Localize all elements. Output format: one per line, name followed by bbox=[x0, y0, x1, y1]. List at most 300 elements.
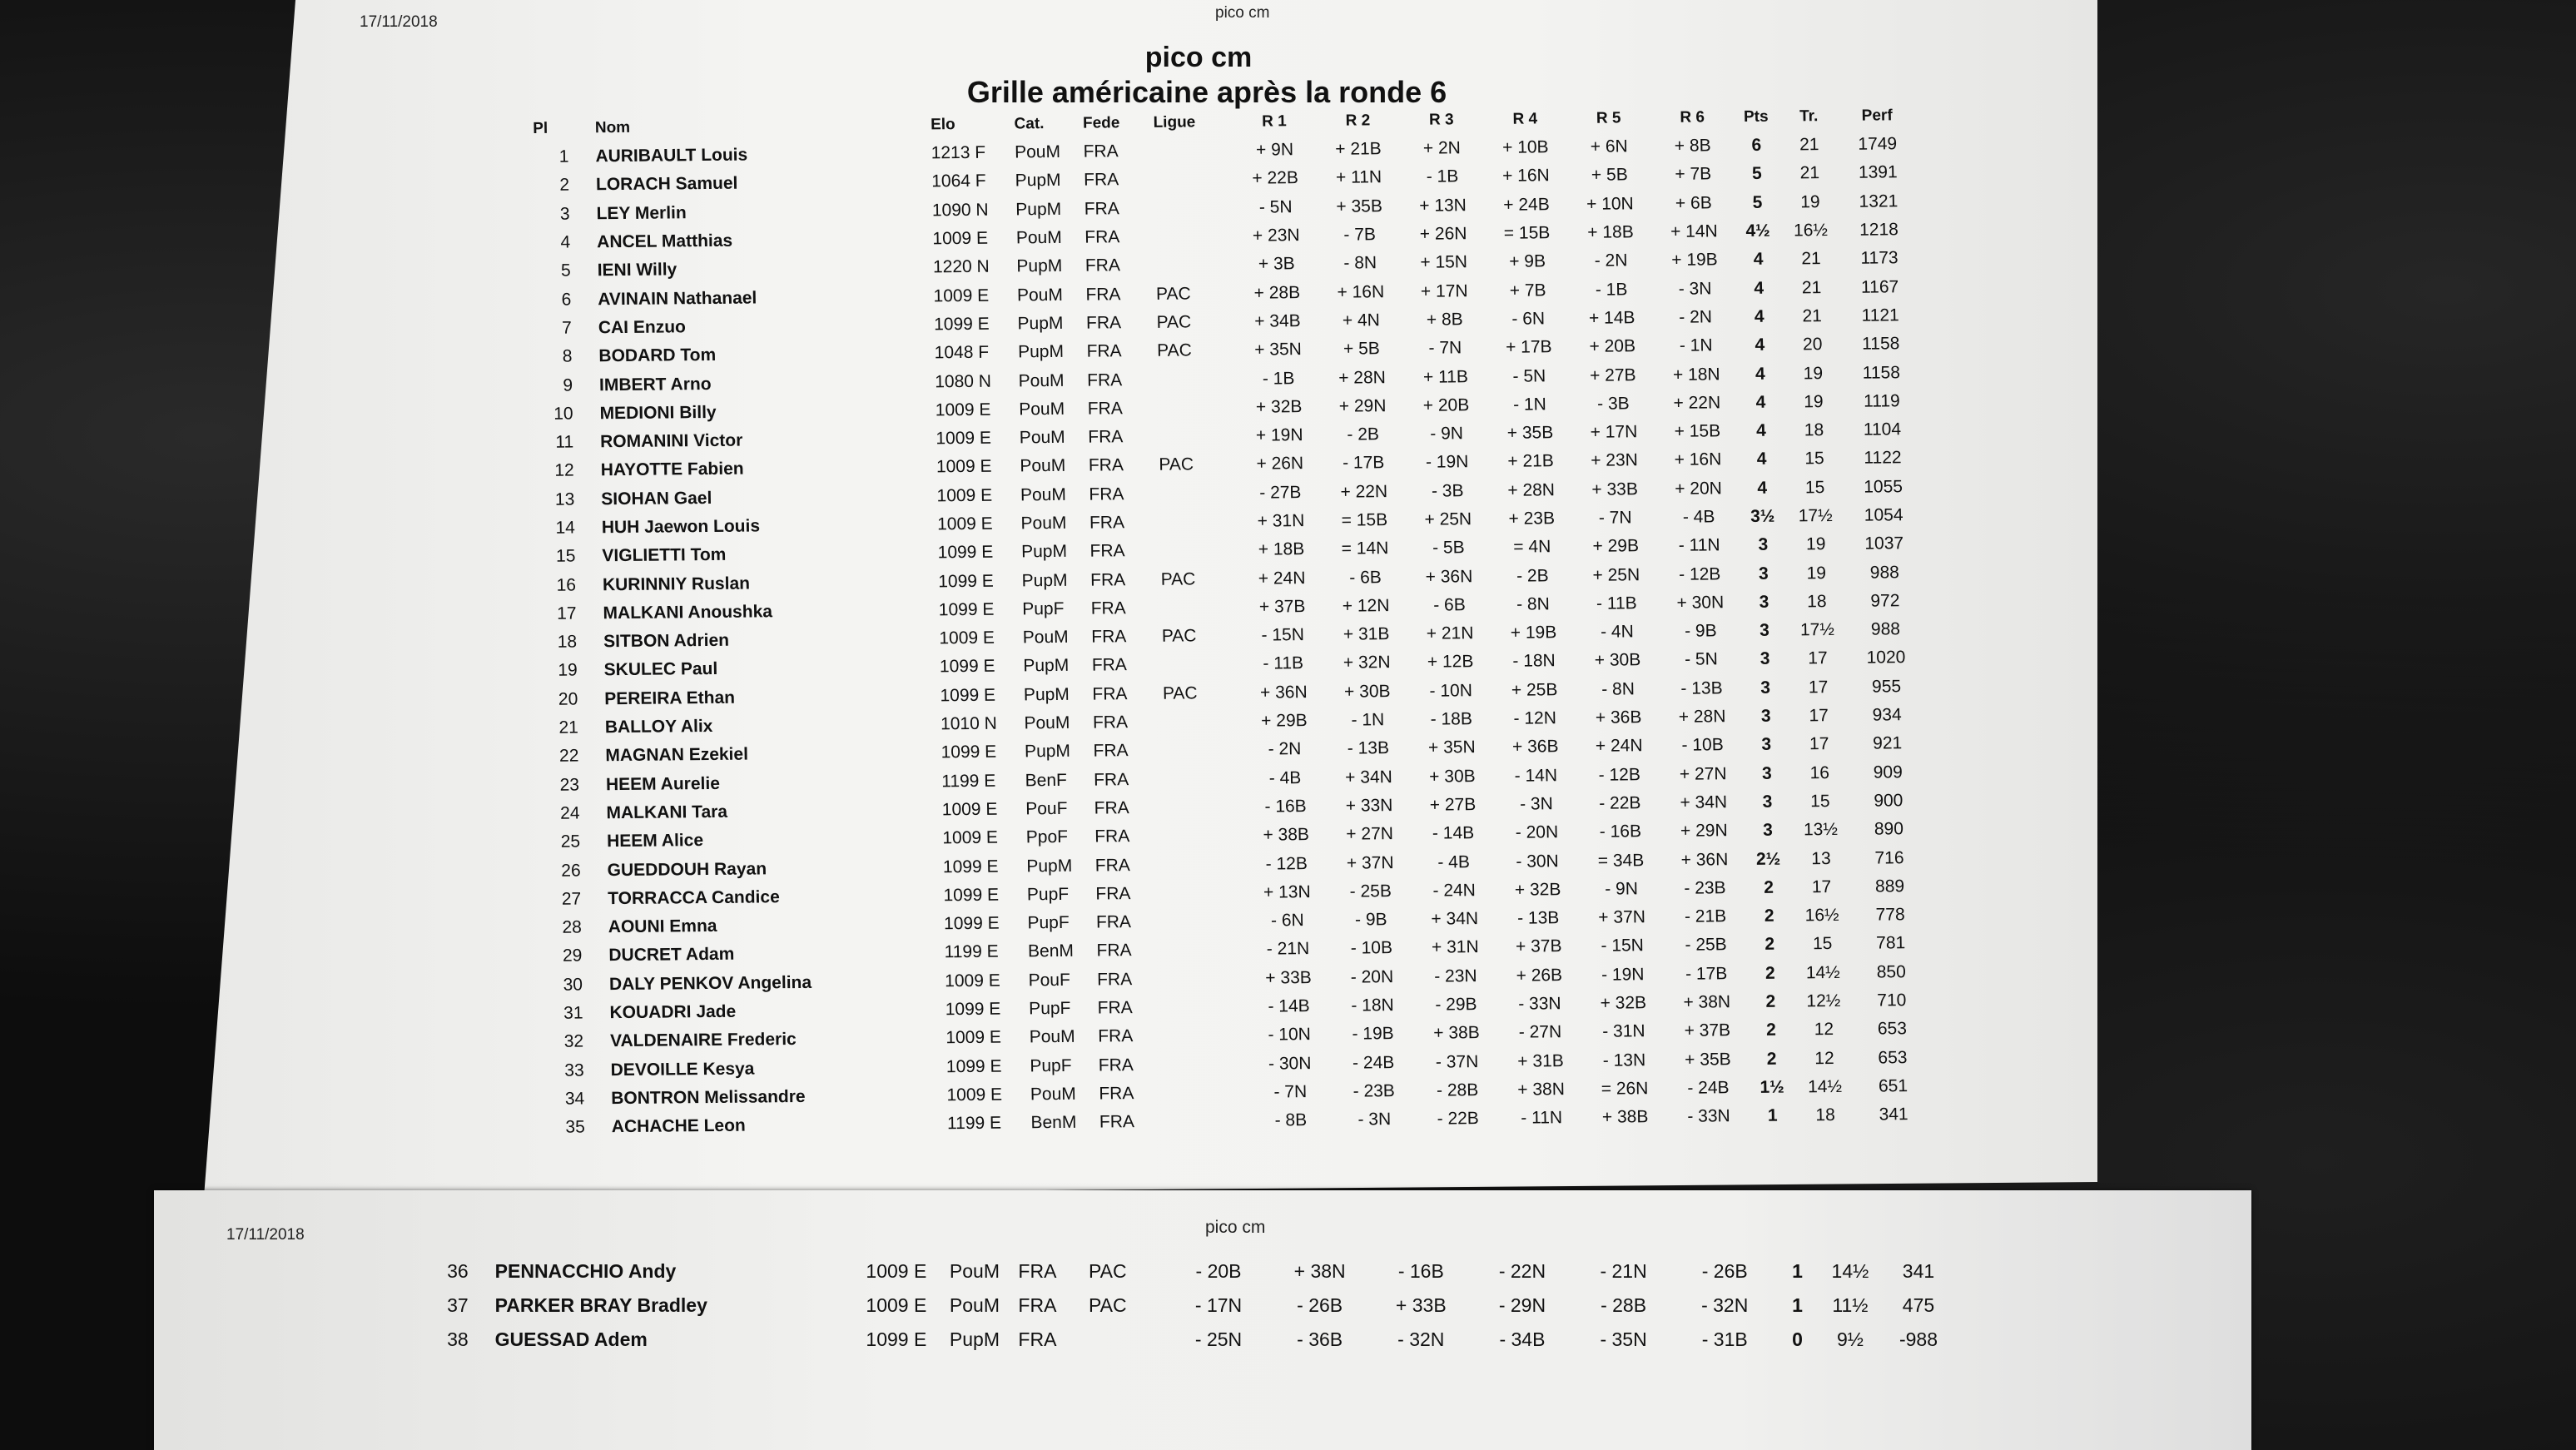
cell-round-1: - 8B bbox=[1274, 1110, 1308, 1130]
cell-federation: FRA bbox=[1018, 1328, 1057, 1350]
cell-place: 24 bbox=[559, 803, 580, 823]
cell-league bbox=[1154, 137, 1233, 166]
cell-federation: FRA bbox=[1096, 969, 1133, 990]
cell-round-3: + 33B bbox=[1395, 1294, 1447, 1316]
cell-round-4: + 35B bbox=[1506, 423, 1554, 443]
cell-tiebreak: 19 bbox=[1806, 563, 1827, 583]
cell-round-1: - 1B bbox=[1262, 368, 1295, 389]
cell-points: 4 bbox=[1755, 335, 1765, 355]
cell-round-2: + 34N bbox=[1344, 767, 1392, 787]
col-header-elo: Elo bbox=[930, 116, 955, 134]
cell-round-5: = 26N bbox=[1601, 1079, 1649, 1099]
cell-name: AURIBAULT Louis bbox=[595, 145, 748, 166]
cell-tiebreak: 12½ bbox=[1806, 991, 1841, 1011]
cell-round-4: = 15B bbox=[1503, 223, 1551, 243]
cell-round-5: - 4N bbox=[1600, 622, 1634, 642]
cell-place: 17 bbox=[557, 603, 577, 623]
cell-league bbox=[1162, 650, 1242, 679]
table-row bbox=[433, 1254, 1956, 1289]
cell-performance: 653 bbox=[1877, 1019, 1908, 1039]
cell-points: 1 bbox=[1792, 1294, 1803, 1316]
cell-tiebreak: 17 bbox=[1809, 734, 1829, 754]
cell-round-1: - 20B bbox=[1195, 1260, 1242, 1282]
cell-federation: FRA bbox=[1097, 998, 1133, 1018]
cell-performance: 1055 bbox=[1864, 476, 1903, 497]
cell-category: PupF bbox=[1029, 998, 1071, 1019]
cell-performance: 890 bbox=[1874, 819, 1904, 839]
cell-name: PARKER BRAY Bradley bbox=[494, 1294, 707, 1316]
cell-round-6: + 34N bbox=[1680, 792, 1728, 812]
cell-round-6: - 21B bbox=[1684, 906, 1727, 926]
cell-federation: FRA bbox=[1085, 227, 1120, 247]
cell-round-4: + 28N bbox=[1507, 479, 1556, 500]
cell-round-4: + 17B bbox=[1505, 337, 1552, 358]
cell-round-5: + 27B bbox=[1589, 365, 1636, 385]
cell-points: 5 bbox=[1751, 164, 1762, 184]
cell-federation: FRA bbox=[1099, 1084, 1134, 1104]
cell-round-2: - 6B bbox=[1349, 567, 1382, 588]
cell-round-1: + 26N bbox=[1256, 454, 1304, 474]
cell-performance: 1158 bbox=[1862, 362, 1901, 383]
cell-tiebreak: 16½ bbox=[1793, 221, 1829, 241]
cell-round-1: + 34B bbox=[1254, 311, 1301, 331]
cell-performance: 889 bbox=[1874, 876, 1905, 896]
cell-federation: FRA bbox=[1094, 798, 1129, 818]
cell-round-4: - 3N bbox=[1519, 794, 1553, 814]
cell-tiebreak: 16½ bbox=[1804, 906, 1839, 926]
cell-elo: 1090 N bbox=[931, 200, 989, 221]
cell-performance: 716 bbox=[1874, 847, 1904, 868]
cell-points: 3 bbox=[1762, 792, 1773, 812]
cell-round-2: - 3N bbox=[1357, 1110, 1392, 1130]
cell-federation: FRA bbox=[1095, 884, 1131, 904]
cell-round-2: - 9B bbox=[1354, 910, 1387, 930]
col-header-r2: R 2 bbox=[1345, 112, 1371, 130]
cell-round-4: - 14N bbox=[1514, 765, 1558, 786]
cell-name: DALY PENKOV Angelina bbox=[608, 972, 812, 994]
cell-round-2: - 2B bbox=[1347, 425, 1380, 444]
cell-elo: 1099 E bbox=[933, 314, 990, 335]
cell-round-2: - 19B bbox=[1352, 1024, 1394, 1044]
cell-category: PouM bbox=[1016, 285, 1064, 305]
cell-round-6: - 31B bbox=[1701, 1328, 1748, 1350]
cell-elo: 1099 E bbox=[939, 657, 995, 677]
cell-performance: 934 bbox=[1872, 705, 1902, 725]
cell-round-4: = 4N bbox=[1513, 537, 1551, 558]
cell-round-3: + 30B bbox=[1429, 766, 1476, 787]
document-subtitle: Grille américaine après la ronde 6 bbox=[966, 75, 1447, 109]
cell-round-6: + 27N bbox=[1679, 763, 1727, 784]
cell-tiebreak: 19 bbox=[1805, 534, 1826, 554]
cell-elo: 1099 E bbox=[940, 685, 996, 706]
cell-federation: FRA bbox=[1095, 912, 1132, 932]
cell-place: 33 bbox=[564, 1060, 584, 1080]
cell-category: PouM bbox=[1018, 370, 1065, 390]
cell-round-6: + 37B bbox=[1684, 1020, 1731, 1041]
cell-round-3: - 5B bbox=[1432, 538, 1465, 558]
cell-round-2: + 37N bbox=[1346, 852, 1394, 873]
cell-round-5: + 37N bbox=[1598, 907, 1646, 927]
cell-points: 3 bbox=[1760, 649, 1770, 669]
cell-round-3: - 10N bbox=[1429, 680, 1473, 701]
cell-elo: 1009 E bbox=[945, 971, 1000, 991]
cell-performance: 341 bbox=[1902, 1260, 1935, 1282]
cell-round-2: + 32N bbox=[1343, 653, 1391, 673]
cell-federation: FRA bbox=[1088, 427, 1124, 447]
cell-round-2: = 14N bbox=[1341, 539, 1389, 559]
cell-round-3: + 8B bbox=[1426, 310, 1463, 330]
cell-federation: FRA bbox=[1085, 284, 1121, 305]
cell-federation: FRA bbox=[1018, 1294, 1057, 1316]
cell-round-6: - 4B bbox=[1682, 507, 1715, 527]
cell-place: 1 bbox=[558, 146, 569, 166]
cell-performance: 1218 bbox=[1859, 220, 1899, 240]
cell-round-4: + 19B bbox=[1510, 623, 1557, 643]
cell-federation: FRA bbox=[1093, 769, 1129, 790]
cell-round-5: = 34B bbox=[1597, 850, 1645, 871]
cell-elo: 1080 N bbox=[935, 371, 992, 391]
cell-name: HEEM Alice bbox=[606, 831, 704, 852]
cell-round-4: + 24B bbox=[1503, 195, 1550, 215]
cell-name: IMBERT Arno bbox=[598, 374, 712, 395]
cell-round-4: - 22N bbox=[1498, 1260, 1546, 1282]
cell-round-2: = 15B bbox=[1341, 510, 1388, 530]
cell-round-4: + 37B bbox=[1515, 936, 1562, 957]
cell-round-1: - 14B bbox=[1268, 996, 1310, 1016]
cell-round-2: - 10B bbox=[1350, 938, 1393, 959]
cell-round-2: - 8N bbox=[1343, 253, 1377, 273]
cell-elo: 1009 E bbox=[946, 1085, 1003, 1105]
cell-federation: FRA bbox=[1086, 370, 1123, 390]
cell-round-5: + 5B bbox=[1591, 165, 1628, 186]
cell-round-6: - 1N bbox=[1679, 335, 1713, 356]
cell-federation: FRA bbox=[1084, 198, 1119, 219]
cell-round-4: - 5N bbox=[1512, 365, 1546, 386]
cell-place: 35 bbox=[565, 1117, 585, 1137]
cell-elo: 1220 N bbox=[932, 257, 990, 277]
cell-name: BODARD Tom bbox=[598, 345, 717, 366]
cell-name: SITBON Adrien bbox=[603, 630, 730, 652]
cell-points: 2 bbox=[1764, 877, 1774, 897]
cell-federation: FRA bbox=[1092, 683, 1128, 704]
cell-place: 8 bbox=[562, 346, 573, 366]
cell-points: 4 bbox=[1755, 364, 1765, 384]
cell-performance: 1749 bbox=[1858, 134, 1898, 154]
cell-category: PupM bbox=[1017, 313, 1064, 334]
cell-name: KOUADRI Jade bbox=[609, 1001, 737, 1023]
cell-round-5: - 15N bbox=[1601, 936, 1645, 956]
col-header-r5: R 5 bbox=[1596, 109, 1621, 127]
cell-performance: 988 bbox=[1870, 619, 1901, 639]
cell-round-5: - 2N bbox=[1594, 251, 1628, 271]
cell-category: PouF bbox=[1025, 798, 1068, 819]
cell-round-1: - 5N bbox=[1258, 196, 1293, 217]
cell-performance: 900 bbox=[1874, 791, 1903, 811]
col-header-r4: R 4 bbox=[1512, 110, 1538, 128]
cell-league bbox=[1168, 993, 1248, 1022]
cell-tiebreak: 13 bbox=[1811, 848, 1831, 868]
cell-round-2: - 1N bbox=[1351, 710, 1385, 730]
col-header-nom: Nom bbox=[594, 118, 631, 137]
cell-league bbox=[1159, 508, 1239, 537]
cell-tiebreak: 14½ bbox=[1831, 1260, 1869, 1282]
table-row bbox=[433, 1323, 1956, 1357]
cell-points: 4 bbox=[1757, 478, 1768, 498]
cell-place: 12 bbox=[554, 460, 574, 481]
cell-round-6: + 15B bbox=[1674, 421, 1721, 441]
cell-round-6: + 36N bbox=[1680, 849, 1729, 870]
cell-name: ACHACHE Leon bbox=[611, 1115, 746, 1137]
cell-tiebreak: 11½ bbox=[1832, 1294, 1869, 1316]
cell-category: PouM bbox=[1024, 713, 1070, 733]
cell-round-1: + 37B bbox=[1258, 597, 1306, 617]
standings-body bbox=[534, 130, 1932, 1142]
cell-category: PupM bbox=[1023, 684, 1070, 705]
cell-league bbox=[1169, 1079, 1249, 1108]
cell-performance: 1391 bbox=[1858, 162, 1898, 183]
cell-round-2: - 13B bbox=[1347, 738, 1390, 759]
col-header-ligue: Ligue bbox=[1153, 113, 1196, 132]
cell-federation: FRA bbox=[1099, 1112, 1135, 1132]
cell-round-4: - 29N bbox=[1498, 1294, 1546, 1316]
cell-elo: 1099 E bbox=[941, 742, 997, 762]
cell-round-6: + 35B bbox=[1684, 1049, 1731, 1070]
cell-round-4: + 10B bbox=[1501, 137, 1549, 157]
cell-category: PouM bbox=[949, 1294, 1000, 1316]
cell-tiebreak: 21 bbox=[1799, 135, 1819, 155]
cell-tiebreak: 17½ bbox=[1799, 620, 1835, 640]
cell-points: 3 bbox=[1761, 735, 1772, 755]
cell-name: CAI Enzuo bbox=[598, 317, 687, 338]
cell-round-1: + 33B bbox=[1265, 967, 1312, 988]
cell-league: PAC bbox=[1159, 454, 1194, 475]
cell-round-5: + 10N bbox=[1586, 194, 1634, 214]
cell-elo: 1199 E bbox=[941, 771, 996, 791]
cell-round-5: + 33B bbox=[1591, 479, 1639, 499]
cell-tiebreak: 15 bbox=[1804, 449, 1824, 469]
cell-category: PouM bbox=[949, 1260, 1000, 1282]
cell-tiebreak: 18 bbox=[1815, 1105, 1835, 1125]
cell-place: 16 bbox=[556, 575, 577, 595]
cell-round-2: + 12N bbox=[1342, 596, 1390, 616]
cell-round-4: + 23B bbox=[1508, 509, 1556, 529]
cell-elo: 1199 E bbox=[946, 1113, 1002, 1134]
cell-points: 3 bbox=[1759, 592, 1769, 612]
cell-performance: 1122 bbox=[1864, 448, 1902, 469]
cell-round-3: - 4B bbox=[1437, 852, 1471, 872]
cell-points: 4 bbox=[1753, 250, 1764, 270]
cell-round-2: + 27N bbox=[1346, 824, 1394, 844]
cell-federation: FRA bbox=[1089, 513, 1125, 533]
cell-league bbox=[1155, 222, 1235, 251]
cell-federation: FRA bbox=[1098, 1026, 1134, 1046]
cell-round-2: - 20N bbox=[1350, 966, 1394, 987]
cell-league bbox=[1089, 1323, 1168, 1357]
cell-name: KURINNIY Ruslan bbox=[602, 574, 751, 594]
cell-round-4: + 38N bbox=[1517, 1080, 1566, 1100]
cell-federation: FRA bbox=[1085, 256, 1121, 276]
cell-round-4: - 1N bbox=[1512, 395, 1546, 415]
cell-league bbox=[1155, 251, 1235, 280]
cell-round-5: + 17N bbox=[1590, 422, 1638, 442]
cell-place: 3 bbox=[559, 204, 570, 224]
cell-round-1: - 27B bbox=[1259, 482, 1302, 503]
cell-round-5: - 9N bbox=[1605, 879, 1639, 899]
cell-round-6: + 28N bbox=[1678, 707, 1726, 727]
cell-league: PAC bbox=[1156, 340, 1192, 361]
cell-round-6: - 26B bbox=[1701, 1260, 1748, 1282]
cell-round-3: - 3B bbox=[1431, 480, 1464, 501]
cell-round-1: + 35N bbox=[1254, 340, 1303, 360]
cell-name: HUH Jaewon Louis bbox=[601, 516, 761, 538]
cell-round-4: + 32B bbox=[1514, 880, 1561, 900]
cell-place: 29 bbox=[562, 946, 583, 966]
cell-round-1: - 7N bbox=[1273, 1082, 1308, 1102]
cell-round-1: + 29B bbox=[1260, 711, 1308, 731]
cell-round-6: + 8B bbox=[1674, 136, 1711, 156]
cell-tiebreak: 19 bbox=[1800, 191, 1820, 212]
cell-round-3: + 38B bbox=[1433, 1023, 1480, 1044]
cell-round-4: - 27N bbox=[1518, 1022, 1562, 1043]
cell-elo: 1099 E bbox=[946, 1056, 1002, 1076]
cell-round-2: + 22N bbox=[1340, 481, 1388, 502]
cell-round-2: - 17B bbox=[1342, 453, 1385, 474]
cell-round-1: - 17N bbox=[1194, 1294, 1243, 1316]
cell-league bbox=[1167, 964, 1247, 993]
cell-federation: FRA bbox=[1089, 484, 1124, 504]
cell-round-5: + 29B bbox=[1592, 536, 1640, 557]
cell-category: PupM bbox=[1024, 742, 1071, 762]
cell-category: PupF bbox=[1027, 913, 1070, 933]
cell-federation: FRA bbox=[1092, 713, 1129, 732]
cell-federation: FRA bbox=[1098, 1055, 1134, 1075]
cell-place: 21 bbox=[558, 718, 579, 737]
cell-elo: 1009 E bbox=[932, 228, 989, 249]
cell-round-6: - 11N bbox=[1678, 535, 1720, 556]
cell-points: 4 bbox=[1756, 449, 1767, 469]
cell-round-5: - 8N bbox=[1601, 679, 1635, 699]
cell-performance: 1158 bbox=[1861, 334, 1900, 354]
cell-name: PEREIRA Ethan bbox=[604, 688, 736, 708]
cell-round-4: + 7B bbox=[1509, 280, 1546, 300]
cell-round-4: - 13B bbox=[1516, 908, 1560, 928]
cell-performance: 341 bbox=[1879, 1105, 1908, 1125]
cell-round-1: - 15N bbox=[1261, 625, 1305, 645]
cell-tiebreak: 17 bbox=[1809, 706, 1829, 726]
cell-place: 10 bbox=[553, 404, 573, 424]
cell-league bbox=[1164, 764, 1243, 793]
cell-round-5: - 22B bbox=[1599, 793, 1641, 813]
cell-place: 2 bbox=[559, 176, 570, 196]
cell-category: PouM bbox=[1020, 456, 1066, 476]
cell-round-3: - 22B bbox=[1437, 1109, 1480, 1129]
cell-federation: FRA bbox=[1088, 455, 1124, 476]
cell-points: 2½ bbox=[1755, 849, 1781, 869]
cell-place: 18 bbox=[557, 632, 578, 652]
cell-round-4: - 33N bbox=[1518, 994, 1561, 1014]
cell-round-6: - 24B bbox=[1687, 1078, 1730, 1098]
cell-elo: 1099 E bbox=[937, 543, 994, 563]
cell-tiebreak: 15 bbox=[1809, 792, 1830, 812]
cell-performance: 653 bbox=[1878, 1047, 1908, 1068]
cell-league: PAC bbox=[1156, 312, 1192, 332]
cell-elo: 1009 E bbox=[935, 400, 991, 420]
cell-league bbox=[1169, 1021, 1248, 1050]
cell-round-3: + 35N bbox=[1427, 737, 1476, 758]
cell-round-1: - 12B bbox=[1265, 853, 1308, 874]
cell-round-4: + 31B bbox=[1517, 1050, 1564, 1071]
cell-round-1: - 10N bbox=[1268, 1025, 1312, 1045]
cell-round-3: + 17N bbox=[1420, 281, 1468, 301]
cell-points: 4 bbox=[1756, 420, 1767, 441]
cell-league bbox=[1166, 879, 1246, 908]
cell-round-5: + 24N bbox=[1595, 736, 1643, 757]
cell-points: 1½ bbox=[1760, 1077, 1784, 1097]
cell-round-1: + 13N bbox=[1263, 881, 1311, 902]
cell-category: PupF bbox=[1030, 1055, 1072, 1075]
cell-round-2: + 33N bbox=[1345, 796, 1393, 816]
cell-round-6: + 16N bbox=[1674, 449, 1722, 470]
cell-performance: 972 bbox=[1870, 591, 1900, 611]
cell-category: BenF bbox=[1025, 770, 1068, 791]
cell-points: 3 bbox=[1762, 821, 1774, 841]
cell-performance: 1020 bbox=[1866, 648, 1906, 668]
cell-round-3: - 7N bbox=[1428, 338, 1462, 358]
cell-tiebreak: 12 bbox=[1814, 1020, 1834, 1040]
cell-category: PupM bbox=[1015, 171, 1061, 191]
cell-category: PupM bbox=[1017, 342, 1065, 362]
cell-points: 2 bbox=[1765, 1020, 1777, 1040]
cell-round-3: + 27B bbox=[1429, 795, 1477, 815]
cell-performance: 1104 bbox=[1863, 420, 1902, 439]
cell-elo: 1009 E bbox=[942, 827, 999, 848]
cell-round-6: - 17B bbox=[1685, 964, 1728, 984]
cell-round-4: - 12N bbox=[1513, 708, 1557, 728]
cell-round-4: + 9B bbox=[1509, 251, 1546, 272]
cell-round-6: - 23B bbox=[1684, 878, 1726, 898]
cell-category: PupM bbox=[1015, 199, 1062, 220]
cell-performance: 651 bbox=[1878, 1076, 1908, 1096]
cell-round-1: - 11B bbox=[1263, 653, 1304, 674]
cell-federation: FRA bbox=[1089, 569, 1126, 590]
cell-federation: FRA bbox=[1094, 827, 1130, 847]
cell-round-5: + 14B bbox=[1588, 308, 1635, 328]
cell-points: 3 bbox=[1758, 564, 1769, 583]
cell-round-3: + 31N bbox=[1431, 937, 1479, 958]
cell-category: PupF bbox=[1022, 598, 1065, 619]
col-header-pts: Pts bbox=[1743, 107, 1769, 127]
cell-performance: 850 bbox=[1876, 961, 1906, 982]
cell-round-3: + 25N bbox=[1424, 509, 1472, 529]
cell-category: BenM bbox=[1030, 1113, 1077, 1133]
cell-points: 2 bbox=[1764, 935, 1775, 955]
cell-tiebreak: 21 bbox=[1801, 249, 1821, 269]
cell-round-6: + 30N bbox=[1676, 593, 1725, 613]
cell-place: 22 bbox=[558, 746, 579, 767]
cell-round-3: + 21N bbox=[1426, 623, 1474, 643]
cell-league bbox=[1169, 1107, 1249, 1136]
cell-round-1: - 16B bbox=[1264, 797, 1307, 817]
cell-round-3: - 14B bbox=[1432, 823, 1475, 843]
cell-name: ANCEL Matthias bbox=[596, 231, 733, 252]
cell-place: 31 bbox=[563, 1003, 583, 1023]
cell-round-1: + 24N bbox=[1258, 568, 1306, 588]
cell-round-2: - 23B bbox=[1353, 1081, 1396, 1101]
cell-round-4: - 18N bbox=[1512, 651, 1556, 672]
cell-round-6: + 19B bbox=[1671, 250, 1718, 271]
cell-round-3: - 28B bbox=[1436, 1080, 1479, 1100]
cell-league bbox=[1154, 194, 1234, 223]
